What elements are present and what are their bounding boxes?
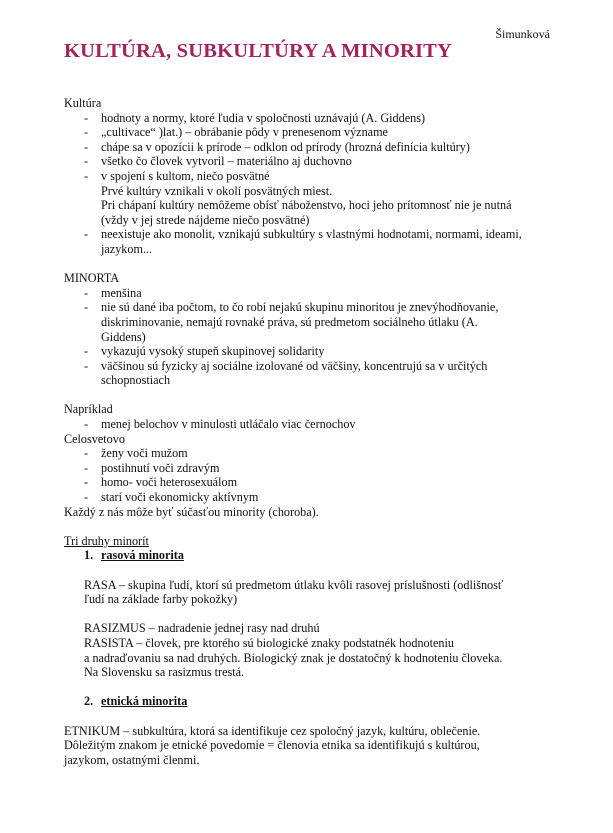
heading-text: rasová minorita — [101, 548, 184, 563]
paragraph-line: Dôležitým znakom je etnické povedomie = členovia etnika sa identifikujú s kultúrou, — [64, 738, 480, 753]
celosvetovo-list — [64, 446, 559, 504]
list-item: - všetko čo človek vytvoril – materiálno aj duchovno — [64, 154, 559, 169]
list-item: - neexistuje ako monolit, vznikajú subkultúry s vlastnými hodnotami, normami, ideami, — [64, 227, 559, 242]
section-heading-druhy: Tri druhy minorít — [64, 533, 149, 548]
list-item-continuation: Giddens) — [101, 329, 146, 344]
numbered-heading-rasova — [64, 548, 559, 563]
author-name: Šimunková — [495, 27, 550, 41]
minorta-list — [64, 286, 559, 315]
priklad-list — [64, 417, 559, 432]
paragraph-line: Na Slovensku sa rasizmus trestá. — [84, 665, 245, 680]
paragraph-line: RASISTA – človek, pre ktorého sú biologické znaky podstatnék hodnoteniu — [84, 635, 455, 650]
minorta-list-cont — [64, 344, 559, 373]
list-item-continuation: schopnostiach — [101, 373, 171, 388]
section-heading-kultura: Kultúra — [64, 96, 102, 110]
heading-number: 1. — [84, 548, 94, 563]
list-item — [64, 169, 559, 184]
paragraph-line: RASA – skupina ľudí, ktorí sú predmetom útlaku kvôli rasovej príslušnosti (odlišnosť — [84, 577, 504, 592]
paragraph-line: ľudí na základe farby pokožky) — [84, 592, 238, 607]
list-item-continuation: (vždy v jej strede nájdeme niečo posvätné) — [101, 212, 310, 227]
list-item: - homo- voči heterosexuálom — [64, 475, 559, 490]
heading-text: etnická minorita — [101, 694, 188, 709]
list-item: - chápe sa v opozícii k prírode – odklon od prírody (hrozná definícia kultúry) — [64, 140, 559, 155]
list-item-text: v spojení s kultom, niečo posvätné — [101, 168, 270, 183]
list-item: - vykazujú vysoký stupeň skupinovej solidarity — [64, 344, 559, 359]
list-item: - postihnutí voči zdravým — [64, 461, 559, 476]
list-item-continuation: Prvé kultúry vznikali v okolí posvätných miest. — [101, 183, 333, 198]
kultura-list — [64, 111, 559, 184]
list-item: - hodnoty a normy, ktoré ľudia v spoločnosti uznávajú (A. Giddens) — [64, 111, 559, 126]
list-item: - ženy voči mužom — [64, 446, 559, 461]
closing-sentence: Každý z nás môže byť súčasťou minority (choroba). — [64, 504, 319, 519]
list-item-continuation: jazykom... — [101, 241, 153, 256]
list-item-continuation: Pri chápaní kultúry nemôžeme obísť náboženstvo, hoci jeho prítomnosť nie je nutná — [101, 198, 512, 213]
list-item-continuation: diskriminovanie, nemajú rovnaké práva, sú predmetom sociálneho útlaku (A. — [101, 314, 478, 329]
document-body — [64, 96, 559, 767]
paragraph-line: a nadraďovaniu sa nad druhých. Biologický znak je dostatočný k hodnoteniu človeka. — [84, 650, 503, 665]
numbered-heading-etnicka — [64, 694, 559, 709]
list-item: - menej belochov v minulosti utláčalo viac černochov — [64, 417, 559, 432]
list-item: - „cultivace“ )lat.) – obrábanie pôdy v prenesenom význame — [64, 125, 559, 140]
list-item: - menšina — [64, 286, 559, 301]
paragraph-line: jazykom, ostatnými členmi. — [64, 752, 200, 767]
paragraph-line: ETNIKUM – subkultúra, ktorá sa identifikuje cez spoločný jazyk, kultúru, oblečenie. — [64, 723, 481, 738]
heading-number: 2. — [84, 694, 94, 709]
list-item: - nie sú dané iba počtom, to čo robí nejakú skupinu minoritou je znevýhodňovanie, — [64, 300, 559, 315]
section-heading-minorta: MINORTA — [64, 271, 120, 286]
list-item: - starí voči ekonomicky aktívnym — [64, 490, 559, 505]
section-heading-priklad: Napríklad — [64, 402, 113, 417]
kultura-list-cont — [64, 227, 559, 242]
list-item: - väčšinou sú fyzicky aj sociálne izolované od väčšiny, koncentrujú sa v určitých — [64, 359, 559, 374]
page-title: KULTÚRA, SUBKULTÚRY A MINORITY — [64, 40, 453, 62]
paragraph-line: RASIZMUS – nadradenie jednej rasy nad druhú — [84, 621, 320, 636]
section-heading-celosvetovo: Celosvetovo — [64, 431, 125, 446]
